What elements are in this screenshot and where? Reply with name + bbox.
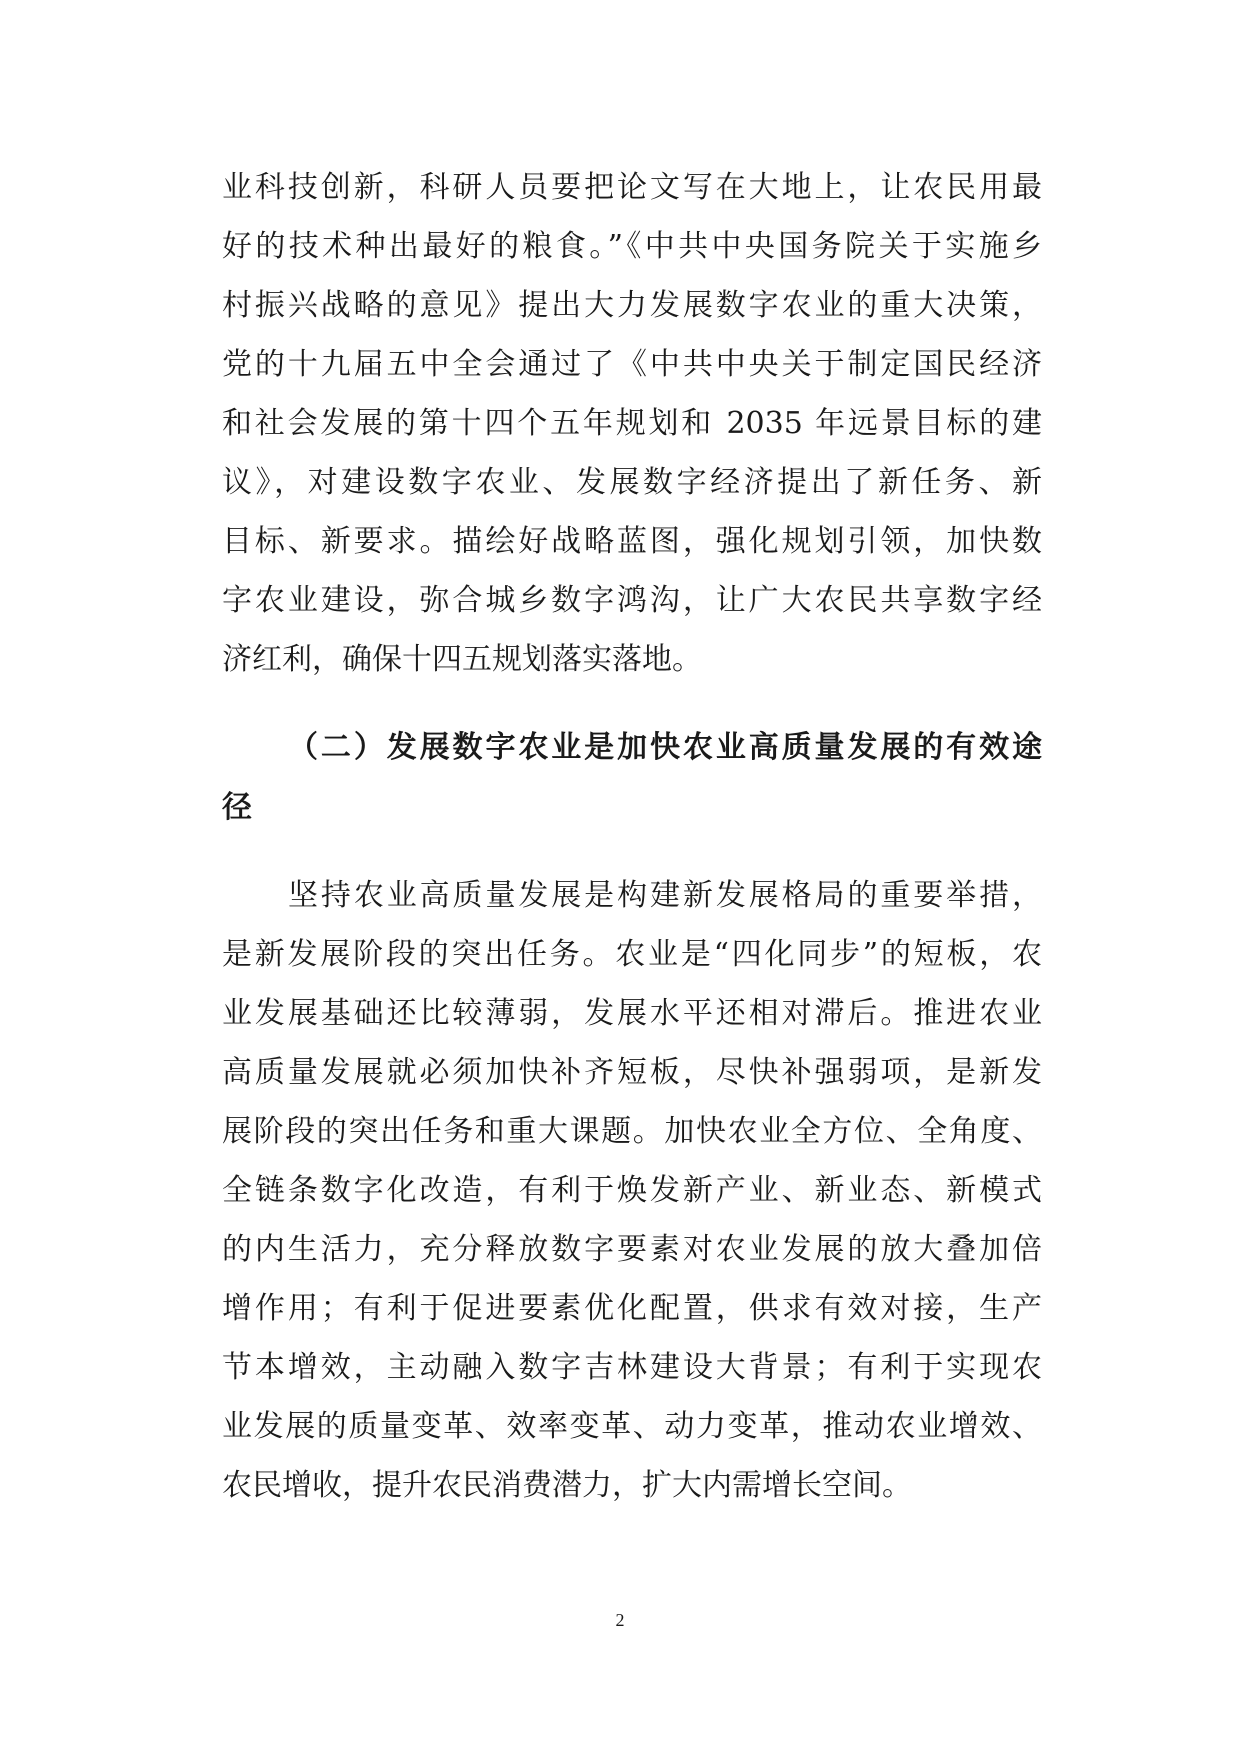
paragraph-3-line-4: 高质量发展就必须加快补齐短板，尽快补强弱项，是新发 [222,1055,1042,1090]
paragraph-3-line-2: 是新发展阶段的突出任务。农业是“四化同步”的短板，农 [222,937,1042,972]
page-number: 2 [615,1610,625,1630]
paragraph-1-line-4: 党的十九届五中全会通过了《中共中央关于制定国民经济 [222,347,1042,382]
paragraph-3-line-10: 业发展的质量变革、效率变革、动力变革，推动农业增效、 [222,1409,1042,1444]
paragraph-1-line-2: 好的技术种出最好的粮食。”《中共中央国务院关于实施乡 [222,229,1042,264]
paragraph-3-line-6: 全链条数字化改造，有利于焕发新产业、新业态、新模式 [222,1173,1042,1208]
paragraph-3-line-5: 展阶段的突出任务和重大课题。加快农业全方位、全角度、 [222,1114,1042,1149]
paragraph-3-line-11: 农民增收，提升农民消费潜力，扩大内需增长空间。 [222,1468,912,1503]
paragraph-1-line-1: 业科技创新，科研人员要把论文写在大地上，让农民用最 [222,170,1042,205]
paragraph-1-line-7: 目标、新要求。描绘好战略蓝图，强化规划引领，加快数 [222,524,1042,559]
paragraph-3-line-9: 节本增效，主动融入数字吉林建设大背景；有利于实现农 [222,1350,1042,1385]
paragraph-1-line-3: 村振兴战略的意见》提出大力发展数字农业的重大决策， [222,288,1042,323]
section-heading-line-1: （二）发展数字农业是加快农业高质量发展的有效途 [288,730,1042,765]
paragraph-3-line-8: 增作用；有利于促进要素优化配置，供求有效对接，生产 [222,1291,1042,1326]
paragraph-1-line-6: 议》，对建设数字农业、发展数字经济提出了新任务、新 [222,465,1042,500]
section-heading-line-2: 径 [222,790,252,825]
paragraph-1-line-5: 和社会发展的第十四个五年规划和 2035 年远景目标的建 [222,406,1042,441]
paragraph-3-line-3: 业发展基础还比较薄弱，发展水平还相对滞后。推进农业 [222,996,1042,1031]
paragraph-1-line-8: 字农业建设，弥合城乡数字鸿沟，让广大农民共享数字经 [222,583,1042,618]
paragraph-3-line-7: 的内生活力，充分释放数字要素对农业发展的放大叠加倍 [222,1232,1042,1267]
paragraph-3-line-1: 坚持农业高质量发展是构建新发展格局的重要举措， [288,878,1042,913]
paragraph-1-line-9: 济红利，确保十四五规划落实落地。 [222,642,702,677]
